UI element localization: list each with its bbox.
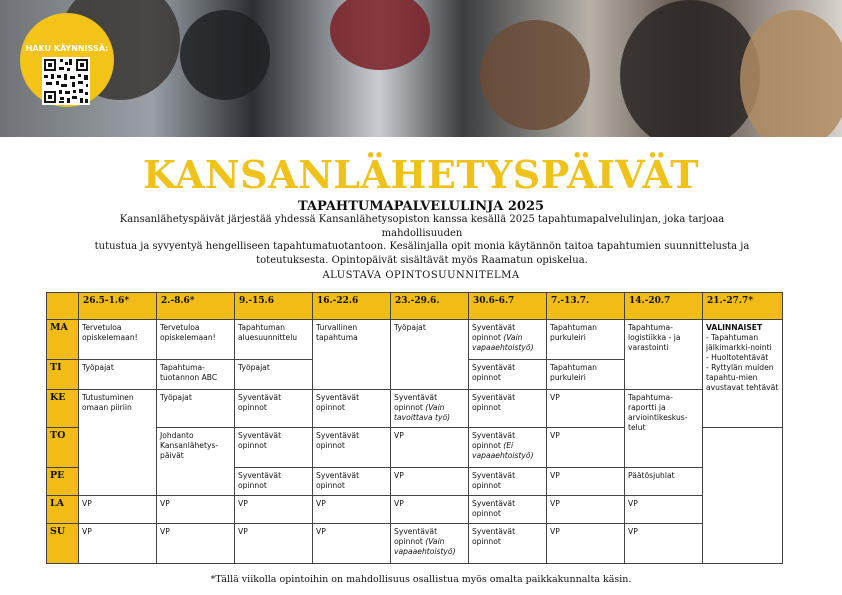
cell-line: - Ryttylän muiden tapahtu-mien avustavat tehtävät: [706, 363, 779, 392]
schedule-cell: VP: [79, 524, 157, 564]
schedule-cell: Tutustuminen omaan piiriin: [79, 390, 157, 496]
cell-text: Syventävät opinnot: [472, 323, 516, 342]
cell-text: Syventävät opinnot: [394, 393, 438, 412]
hero-photo: [0, 0, 842, 137]
intro-line: toteutuksesta. Opintopäivät sisältävät myös Raamatun opiskelua.: [256, 254, 588, 266]
qr-code-icon[interactable]: [42, 57, 90, 105]
week-header: 14.-20.7: [625, 293, 703, 320]
schedule-cell: Tervetuloa opiskelemaan!: [79, 320, 157, 360]
schedule-cell: VP: [547, 468, 625, 496]
schedule-cell: Turvallinen tapahtuma: [313, 320, 391, 390]
day-label: TI: [47, 360, 79, 390]
week-header: 9.-15.6: [235, 293, 313, 320]
schedule-cell: VP: [625, 496, 703, 524]
day-label: LA: [47, 496, 79, 524]
schedule-cell: [703, 428, 783, 564]
schedule-cell: Tapahtuman purkuleiri: [547, 320, 625, 360]
schedule-table: [46, 292, 783, 564]
schedule-cell: Syventävät opinnot: [235, 428, 313, 468]
schedule-cell: [469, 320, 547, 360]
schedule-cell: Tapahtuma-logistiikka - ja varastointi: [625, 320, 703, 390]
week-header: 2.-8.6*: [157, 293, 235, 320]
schedule-cell: VP: [547, 390, 625, 428]
badge-label: HAKU KÄYNNISSÄ:: [25, 44, 109, 53]
schedule-cell: VP: [235, 496, 313, 524]
cell-note: (Vain vapaaehtoistyö): [394, 537, 456, 556]
schedule-cell: VP: [547, 496, 625, 524]
cell-line: - Tapahtuman jälkimarkki-nointi: [706, 333, 772, 352]
schedule-cell: Työpajat: [391, 320, 469, 390]
schedule-cell: VP: [79, 496, 157, 524]
week-header: 7.-13.7.: [547, 293, 625, 320]
schedule-cell: [391, 390, 469, 428]
footnote: *Tällä viikolla opintoihin on mahdollisuus osallistua myös omalta paikkakunnalta käsin.: [210, 574, 632, 585]
search-open-badge: [20, 13, 114, 107]
schedule-cell: [391, 524, 469, 564]
schedule-cell: Syventävät opinnot: [313, 468, 391, 496]
schedule-cell: Syventävät opinnot: [313, 390, 391, 428]
intro-text: [92, 213, 752, 267]
day-label: SU: [47, 524, 79, 564]
schedule-cell: Syventävät opinnot: [469, 390, 547, 428]
schedule-cell: Päätösjuhlat: [625, 468, 703, 496]
plan-title: ALUSTAVA OPINTOSUUNNITELMA: [322, 270, 520, 281]
table-row: [47, 496, 783, 524]
week-header: 30.6-6.7: [469, 293, 547, 320]
table-row: [47, 390, 783, 428]
schedule-cell: VP: [391, 428, 469, 468]
schedule-cell: Työpajat: [79, 360, 157, 390]
corner-cell: [47, 293, 79, 320]
cell-title: VALINNAISET: [706, 323, 763, 332]
schedule-cell: VP: [547, 524, 625, 564]
intro-line: tutustua ja syvyentyä hengelliseen tapahtumatuotantoon. Kesälinjalla opit monia käytännön taitoa tapahtumien suunnittelusta ja: [94, 241, 750, 252]
schedule-cell: VP: [391, 496, 469, 524]
day-label: TO: [47, 428, 79, 468]
intro-line: Kansanlähetyspäivät järjestää yhdessä Kansanlähetysopiston kanssa kesällä 2025 tapahtumapalvelulinjan, joka tarjoaa mahdollisuuden: [119, 214, 725, 239]
week-header: 26.5-1.6*: [79, 293, 157, 320]
schedule-cell: Syventävät opinnot: [469, 496, 547, 524]
schedule-cell: Syventävät opinnot: [313, 428, 391, 468]
table-row: [47, 320, 783, 360]
cell-line: - Huoltotehtävät: [706, 353, 769, 362]
schedule-cell: VP: [313, 524, 391, 564]
schedule-cell: Tervetuloa opiskelemaan!: [157, 320, 235, 360]
schedule-cell: Työpajat: [235, 360, 313, 390]
week-header-row: [47, 293, 783, 320]
table-row: [47, 524, 783, 564]
day-label: PE: [47, 468, 79, 496]
schedule-cell: VP: [157, 524, 235, 564]
schedule-cell: Tapahtuma-raportti ja arviointikeskus-telut: [625, 390, 703, 468]
schedule-cell: Johdanto Kansanlähetys-päivät: [157, 428, 235, 496]
schedule-cell: VP: [547, 428, 625, 468]
page-title: KANSANLÄHETYSPÄIVÄT: [142, 152, 700, 197]
cell-note: (Vain vapaaehtoistyö): [472, 333, 534, 352]
schedule-cell: Syventävät opinnot: [469, 360, 547, 390]
schedule-cell: Tapahtuman aluesuunnittelu: [235, 320, 313, 360]
schedule-cell: Syventävät opinnot: [235, 390, 313, 428]
cell-text: Syventävät opinnot: [394, 527, 438, 546]
schedule-cell: Syventävät opinnot: [469, 524, 547, 564]
week-header: 16.-22.6: [313, 293, 391, 320]
schedule-cell: Tapahtuma-tuotannon ABC: [157, 360, 235, 390]
schedule-cell: VP: [235, 524, 313, 564]
schedule-cell: VP: [391, 468, 469, 496]
schedule-cell: VP: [313, 496, 391, 524]
schedule-cell: Syventävät opinnot: [469, 468, 547, 496]
day-label: KE: [47, 390, 79, 428]
cell-note: (Vain tavoittava työ): [394, 403, 451, 422]
schedule-cell: VP: [625, 524, 703, 564]
schedule-cell: Tapahtuman purkuleiri: [547, 360, 625, 390]
cell-text: Syventävät opinnot: [472, 431, 516, 450]
page-subtitle: TAPAHTUMAPALVELULINJA 2025: [297, 199, 545, 214]
schedule-cell: [703, 320, 783, 428]
schedule-cell: [469, 428, 547, 468]
schedule-cell: Syventävät opinnot: [235, 468, 313, 496]
schedule-cell: VP: [157, 496, 235, 524]
week-header: 21.-27.7*: [703, 293, 783, 320]
cell-note: (Ei vapaaehtoistyö): [472, 441, 534, 460]
schedule-cell: Työpajat: [157, 390, 235, 428]
day-label: MA: [47, 320, 79, 360]
week-header: 23.-29.6.: [391, 293, 469, 320]
